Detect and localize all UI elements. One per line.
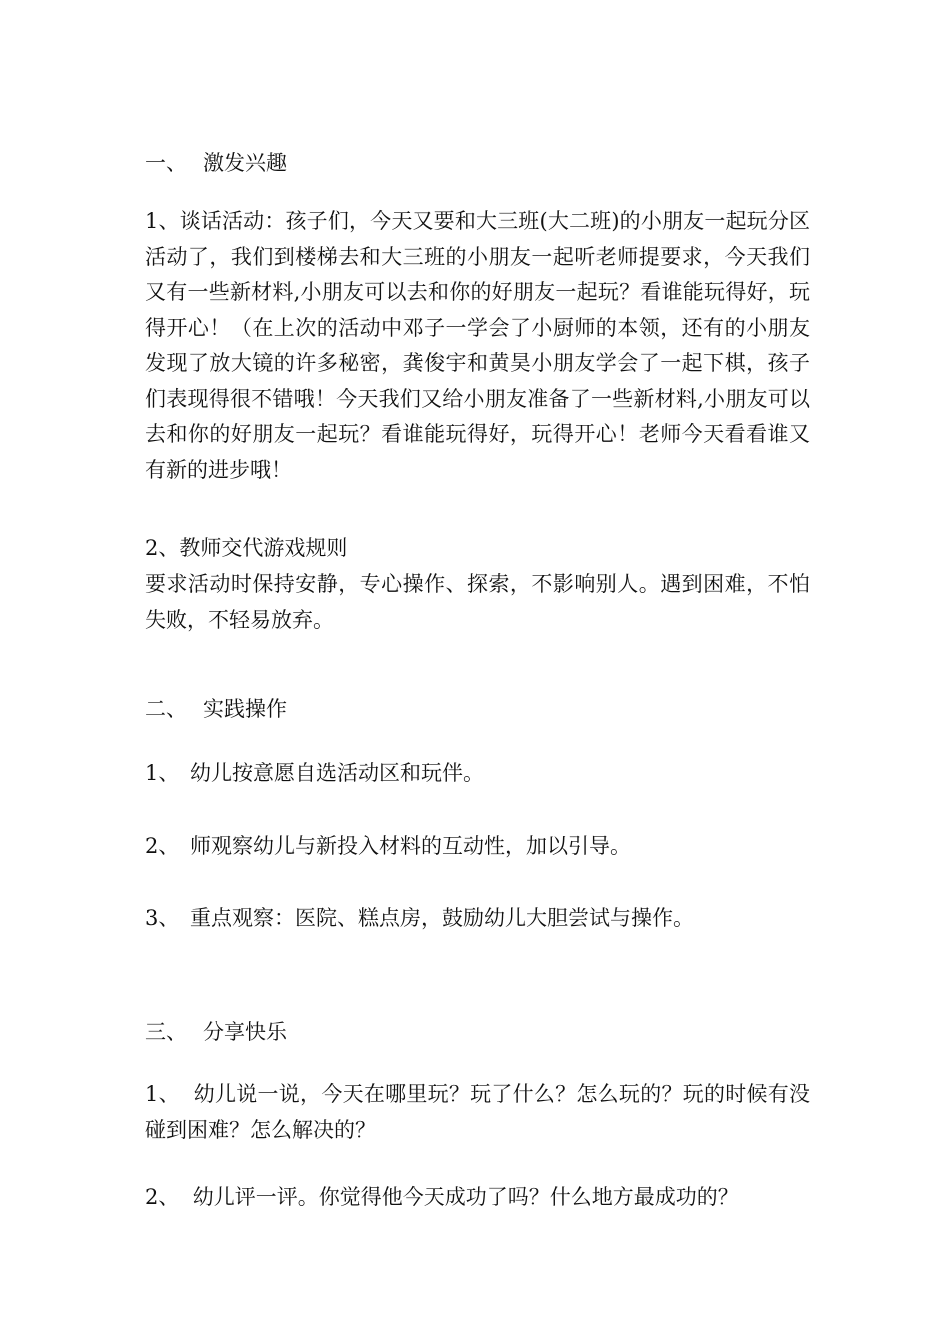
item-number: 1、 [145, 761, 180, 785]
list-item [145, 829, 815, 864]
item-number: 1、 [145, 1082, 180, 1106]
paragraph-talk-activity: 1、谈话活动：孩子们，今天又要和大三班(大二班)的小朋友一起玩分区活动了，我们到楼梯去和大三班的小朋友一起听老师提要求，今天我们又有一些新材料,小朋友可以去和你的好朋友一起玩？看谁能玩得好，玩得开心！（在上次的活动中邓子一学会了小厨师的本领，还有的小朋友发现了放大镜的许多秘密，龚俊宇和黄昊小朋友学会了一起下棋，孩子们表现得很不错哦！今天我们又给小朋友准备了一些新材料,小朋友可以去和你的好朋友一起玩？看谁能玩得好，玩得开心！老师今天看看谁又有新的进步哦！ [145, 209, 810, 482]
section-title: 分享快乐 [203, 1020, 287, 1044]
section-number: 三、 [145, 1020, 187, 1044]
paragraph-rules-body: 要求活动时保持安静，专心操作、探索，不影响别人。遇到困难，不怕失败，不轻易放弃。 [145, 572, 810, 632]
item-number: 2、 [145, 1185, 180, 1209]
section-heading-1 [145, 146, 815, 181]
item-text: 重点观察：医院、糕点房，鼓励幼儿大胆尝试与操作。 [190, 906, 694, 930]
section-number: 一、 [145, 151, 187, 175]
paragraph-rules-heading: 2、教师交代游戏规则 [145, 536, 348, 560]
item-number: 3、 [145, 906, 180, 930]
section-title: 实践操作 [203, 697, 287, 721]
section-number: 二、 [145, 697, 187, 721]
section-heading-3 [145, 1015, 815, 1050]
item-text: 师观察幼儿与新投入材料的互动性，加以引导。 [190, 834, 631, 858]
list-item [145, 901, 815, 936]
item-text: 幼儿评一评。你觉得他今天成功了吗？什么地方最成功的？ [192, 1185, 739, 1209]
list-item [145, 1180, 815, 1215]
list-item [145, 756, 815, 791]
section-heading-2 [145, 692, 815, 727]
list-item [145, 1077, 810, 1148]
item-text: 幼儿说一说，今天在哪里玩？玩了什么？怎么玩的？玩的时候有没碰到困难？怎么解决的？ [145, 1082, 810, 1142]
item-text: 幼儿按意愿自选活动区和玩伴。 [190, 761, 484, 785]
item-number: 2、 [145, 834, 180, 858]
section-title: 激发兴趣 [203, 151, 287, 175]
